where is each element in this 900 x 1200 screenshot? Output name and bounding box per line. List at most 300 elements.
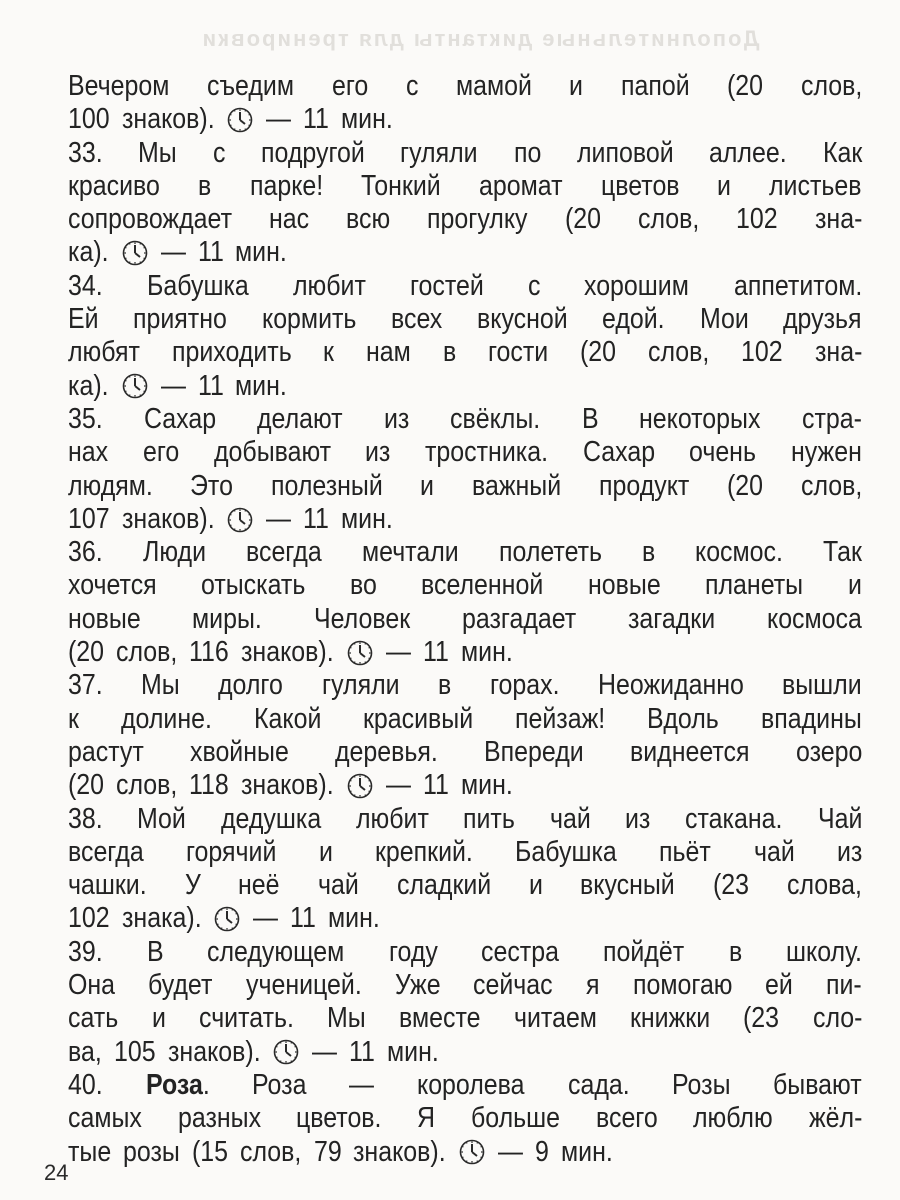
word: к: [68, 702, 79, 735]
text-line: [68, 1102, 862, 1135]
word: продукт: [598, 469, 690, 502]
dictation-item: [68, 403, 862, 536]
word: папой: [620, 70, 690, 102]
word: Бабушка: [515, 835, 617, 868]
clock-icon: [346, 639, 374, 667]
word: знака).: [121, 902, 202, 935]
word: 9: [534, 1135, 549, 1168]
word: гуляли: [321, 669, 400, 702]
word: нужен: [791, 436, 862, 469]
word: читаем: [513, 1002, 597, 1035]
word: хорошим: [584, 269, 690, 302]
word: Роза.: [145, 1068, 210, 1101]
word: —: [266, 103, 292, 136]
word: тые: [68, 1135, 112, 1168]
word: (20: [564, 203, 601, 236]
word: из: [365, 436, 391, 469]
clock-icon: [272, 1038, 300, 1066]
word: хвойные: [190, 735, 289, 768]
dictation-item: [68, 1069, 862, 1169]
text-line: [68, 70, 862, 103]
word: людям.: [68, 469, 153, 502]
text-line: [68, 836, 862, 869]
word: Это: [190, 469, 234, 502]
word: гуляли: [400, 136, 478, 169]
word: Вечером: [68, 70, 170, 102]
word: 107: [68, 502, 110, 535]
word: Сахар: [582, 436, 655, 469]
text-line: [68, 936, 862, 969]
word: неё: [238, 869, 280, 902]
word: в: [728, 935, 742, 968]
word: сейчас: [473, 969, 553, 1002]
word: 11: [197, 369, 224, 402]
word: 100: [68, 103, 110, 136]
text-line: [68, 503, 862, 536]
word: аромат: [478, 169, 563, 202]
word: отыскать: [201, 569, 306, 602]
word: знаков).: [121, 103, 215, 136]
word: аппетитом.: [733, 269, 862, 302]
word: пойдёт: [603, 935, 685, 968]
word: мин.: [460, 769, 513, 802]
word: слов,: [800, 70, 862, 102]
word: Мы: [141, 669, 180, 702]
word: 11: [349, 1035, 375, 1068]
item-number: 39.: [68, 935, 103, 968]
word: 79: [313, 1135, 342, 1168]
word: бывают: [773, 1068, 862, 1101]
word: мин.: [341, 103, 393, 136]
word: друзья: [783, 303, 862, 336]
word: прогулку: [427, 203, 528, 236]
word: чай: [549, 802, 591, 835]
word: Мой: [137, 802, 187, 835]
text-line: [68, 636, 862, 669]
text-line: [68, 536, 862, 569]
word: гостей: [409, 269, 484, 302]
clock-icon: [226, 506, 254, 534]
word: крепкий.: [375, 835, 473, 868]
item-number: 38.: [68, 802, 103, 835]
word: ка).: [68, 236, 109, 269]
word: впадины: [761, 702, 862, 735]
word: приятно: [133, 303, 228, 336]
item-number: 34.: [68, 269, 103, 302]
word: 11: [197, 236, 224, 269]
word: Я: [417, 1102, 436, 1135]
text-line: [68, 1002, 862, 1035]
dictation-item: [68, 536, 862, 669]
word: мечтали: [361, 536, 459, 569]
word: —: [253, 902, 279, 935]
word: сать: [68, 1002, 119, 1035]
word: сопровождает: [68, 203, 233, 236]
word: ка).: [68, 369, 109, 402]
word: всегда: [68, 835, 144, 868]
word: (23: [713, 869, 750, 902]
word: пить: [463, 802, 516, 835]
word: слов,: [116, 769, 178, 802]
text-line: [68, 869, 862, 902]
word: Неожиданно: [597, 669, 744, 702]
word: парке!: [249, 169, 323, 202]
clock-icon: [458, 1138, 486, 1166]
word: загадки: [628, 602, 716, 635]
dictation-item: [68, 936, 862, 1069]
word: и: [717, 169, 732, 202]
word: из: [383, 402, 410, 435]
word: пьёт: [659, 835, 712, 868]
word: в: [442, 336, 456, 369]
word: В: [581, 402, 599, 435]
word: 102: [735, 203, 778, 236]
word: (20: [726, 469, 763, 502]
word: долине.: [120, 702, 212, 735]
clock-icon: [226, 106, 254, 134]
page-number: 24: [44, 1160, 69, 1185]
word: 11: [422, 769, 449, 802]
word: свёклы.: [450, 402, 541, 435]
word: ученицей.: [245, 969, 362, 1002]
word: делают: [257, 402, 343, 435]
word: по: [513, 136, 542, 169]
word: жёл-: [808, 1102, 862, 1135]
word: я: [586, 969, 600, 1002]
word: —: [160, 236, 186, 269]
word: пейзаж!: [515, 702, 606, 735]
word: вкусной: [476, 303, 568, 336]
word: 102: [68, 902, 110, 935]
word: Человек: [314, 602, 411, 635]
word: цветов: [600, 169, 680, 202]
text-line: [68, 203, 862, 236]
word: растут: [68, 735, 144, 768]
word: и: [569, 70, 584, 102]
word: вышли: [782, 669, 862, 702]
word: космос.: [694, 536, 783, 569]
word: важный: [472, 469, 562, 502]
word: новые: [588, 569, 661, 602]
text-line: [68, 370, 862, 403]
word: Ей: [68, 303, 99, 336]
word: слова,: [787, 869, 862, 902]
word: мин.: [235, 369, 288, 402]
word: сада.: [567, 1068, 630, 1101]
word: долго: [218, 669, 284, 702]
word: и: [528, 869, 543, 902]
word: ей: [765, 969, 794, 1002]
word: (15: [192, 1135, 229, 1168]
word: 11: [290, 902, 317, 935]
word: (20: [68, 769, 105, 802]
word: (23: [743, 1002, 780, 1035]
word: —: [266, 502, 292, 535]
word: мин.: [560, 1135, 613, 1168]
word: аллее.: [709, 136, 787, 169]
word: 11: [303, 502, 330, 535]
clock-icon: [121, 372, 149, 400]
word: Какой: [253, 702, 322, 735]
word: миры.: [192, 602, 263, 635]
word: чашки.: [68, 869, 147, 902]
word: мин.: [341, 502, 393, 535]
word: из: [625, 802, 651, 835]
word: его: [142, 436, 179, 469]
item-number: 40.: [68, 1068, 103, 1101]
word: к: [323, 336, 335, 369]
word: вместе: [398, 1002, 481, 1035]
word: в: [198, 169, 212, 202]
text-line: [68, 669, 862, 702]
word: пи-: [826, 969, 862, 1002]
word: —: [160, 369, 186, 402]
text-line: [68, 769, 862, 802]
word: слов,: [647, 336, 710, 369]
word: 102: [741, 336, 783, 369]
word: Вдоль: [647, 702, 720, 735]
word: знаков).: [353, 1135, 446, 1168]
word: самых: [68, 1102, 142, 1135]
word: нам: [366, 336, 411, 369]
word: полететь: [498, 536, 602, 569]
word: разных: [177, 1102, 261, 1135]
word: горячий: [186, 835, 277, 868]
word: —: [385, 636, 411, 669]
word: вселенной: [421, 569, 544, 602]
text-line: [68, 270, 862, 303]
word: У: [184, 869, 201, 902]
word: вкусный: [580, 869, 676, 902]
dictation-item: [68, 70, 862, 137]
word: зна-: [814, 203, 862, 236]
word: мин.: [460, 636, 513, 669]
word: любят: [68, 336, 140, 369]
word: будет: [148, 969, 213, 1002]
text-line: [68, 569, 862, 602]
text-line: [68, 736, 862, 769]
text-line: [68, 703, 862, 736]
text-line: [68, 236, 862, 269]
word: знаков).: [241, 636, 334, 669]
text-line: [68, 902, 862, 935]
word: кормить: [261, 303, 357, 336]
word: слов,: [240, 1135, 302, 1168]
word: всех: [391, 303, 443, 336]
word: горах.: [489, 669, 560, 702]
word: чай: [753, 835, 795, 868]
dictation-item: [68, 803, 862, 936]
word: едой.: [602, 303, 666, 336]
word: мамой: [455, 70, 532, 102]
word: озеро: [795, 735, 862, 768]
word: Мы: [326, 1002, 366, 1035]
word: Чай: [817, 802, 862, 835]
clock-icon: [346, 772, 374, 800]
word: в: [641, 536, 655, 569]
word: красиво: [68, 169, 160, 202]
word: с: [212, 136, 226, 169]
word: королева: [417, 1068, 525, 1101]
word: с: [527, 269, 541, 302]
clock-icon: [213, 905, 241, 933]
word: Бабушка: [146, 269, 249, 302]
word: 116: [189, 636, 230, 669]
text-line: [68, 603, 862, 636]
word: —: [349, 1068, 375, 1101]
word: из: [836, 835, 863, 868]
word: приходить: [171, 336, 292, 369]
word: знаков).: [241, 769, 334, 802]
word: слов,: [637, 203, 699, 236]
text-line: [68, 336, 862, 369]
word: чай: [317, 869, 359, 902]
text-line: [68, 436, 862, 469]
item-number: 33.: [68, 136, 103, 169]
text-line: [68, 1036, 862, 1069]
word: планеты: [705, 569, 804, 602]
word: мин.: [328, 902, 380, 935]
word: деревья.: [335, 735, 438, 768]
word: красивый: [363, 702, 474, 735]
word: —: [497, 1135, 523, 1168]
word: школу.: [785, 935, 862, 968]
word: и: [318, 835, 333, 868]
word: нах: [68, 436, 109, 469]
word: добывают: [213, 436, 331, 469]
word: знаков).: [167, 1035, 261, 1068]
word: Люди: [142, 536, 206, 569]
word: 11: [422, 636, 449, 669]
word: считать.: [198, 1002, 294, 1035]
word: слов,: [116, 636, 178, 669]
word: ва,: [68, 1035, 102, 1068]
clock-icon: [121, 239, 149, 267]
word: и: [848, 569, 862, 602]
dictation-title: Роза: [145, 1068, 203, 1101]
word: цветов.: [296, 1102, 382, 1135]
dictation-item: [68, 669, 862, 802]
dictation-page: [68, 70, 862, 1169]
word: мин.: [386, 1035, 439, 1068]
word: Сахар: [143, 402, 216, 435]
word: съедим: [207, 70, 295, 102]
word: —: [312, 1035, 338, 1068]
word: В: [146, 935, 164, 968]
word: (20: [726, 70, 764, 102]
word: Мы: [138, 136, 178, 169]
word: новые: [68, 602, 141, 635]
word: дедушка: [220, 802, 322, 835]
text-line: [68, 403, 862, 436]
word: его: [331, 70, 368, 102]
item-number: 37.: [68, 669, 103, 702]
text-line: [68, 303, 862, 336]
word: Как: [822, 136, 862, 169]
word: и: [151, 1002, 166, 1035]
word: следующем: [207, 935, 345, 968]
word: космоса: [767, 602, 862, 635]
word: сестра: [481, 935, 560, 968]
bleed-through-header: Дополнительные диктанты для тренировки: [200, 26, 760, 51]
item-number: 35.: [68, 402, 103, 435]
text-line: [68, 1069, 862, 1102]
word: (20: [68, 636, 105, 669]
text-line: [68, 170, 862, 203]
word: помогаю: [632, 969, 733, 1002]
text-line: [68, 103, 862, 136]
text-line: [68, 137, 862, 170]
word: очень: [689, 436, 757, 469]
word: сладкий: [396, 869, 491, 902]
word: нас: [268, 203, 310, 236]
word: люблю: [693, 1102, 773, 1135]
word: розы: [123, 1135, 181, 1168]
word: всегда: [245, 536, 322, 569]
word: сло-: [812, 1002, 863, 1035]
word: гости: [487, 336, 549, 369]
word: в: [438, 669, 452, 702]
word: полезный: [271, 469, 383, 502]
text-line: [68, 803, 862, 836]
word: Она: [68, 969, 116, 1002]
word: Уже: [394, 969, 441, 1002]
word: липовой: [576, 136, 674, 169]
word: стра-: [802, 402, 862, 435]
dictation-item: [68, 270, 862, 403]
word: Роза: [252, 1068, 307, 1101]
word: книжки: [629, 1002, 710, 1035]
word: с: [405, 70, 419, 102]
word: больше: [471, 1102, 561, 1135]
word: 118: [189, 769, 230, 802]
word: тростника.: [425, 436, 549, 469]
word: любит: [355, 802, 429, 835]
word: некоторых: [639, 402, 761, 435]
text-line: [68, 1136, 862, 1169]
word: стакана.: [685, 802, 783, 835]
word: любит: [292, 269, 366, 302]
text-line: [68, 969, 862, 1002]
word: во: [350, 569, 377, 602]
word: (20: [579, 336, 616, 369]
word: слов,: [800, 469, 862, 502]
word: году: [388, 935, 438, 968]
word: 105: [113, 1035, 156, 1068]
dictation-item: [68, 137, 862, 270]
word: подругой: [260, 136, 365, 169]
word: Тонкий: [361, 169, 441, 202]
word: —: [385, 769, 411, 802]
text-line: [68, 470, 862, 503]
word: всего: [595, 1102, 658, 1135]
word: всю: [345, 203, 391, 236]
word: виднеется: [629, 735, 750, 768]
word: мин.: [235, 236, 288, 269]
word: знаков).: [121, 502, 215, 535]
item-number: 36.: [68, 536, 103, 569]
word: и: [420, 469, 435, 502]
word: Мои: [699, 303, 749, 336]
word: 11: [303, 103, 330, 136]
word: Розы: [671, 1068, 731, 1101]
word: хочется: [68, 569, 157, 602]
word: Впереди: [483, 735, 584, 768]
word: зна-: [814, 336, 862, 369]
word: листьев: [769, 169, 862, 202]
word: Так: [823, 536, 862, 569]
word: разгадает: [462, 602, 577, 635]
